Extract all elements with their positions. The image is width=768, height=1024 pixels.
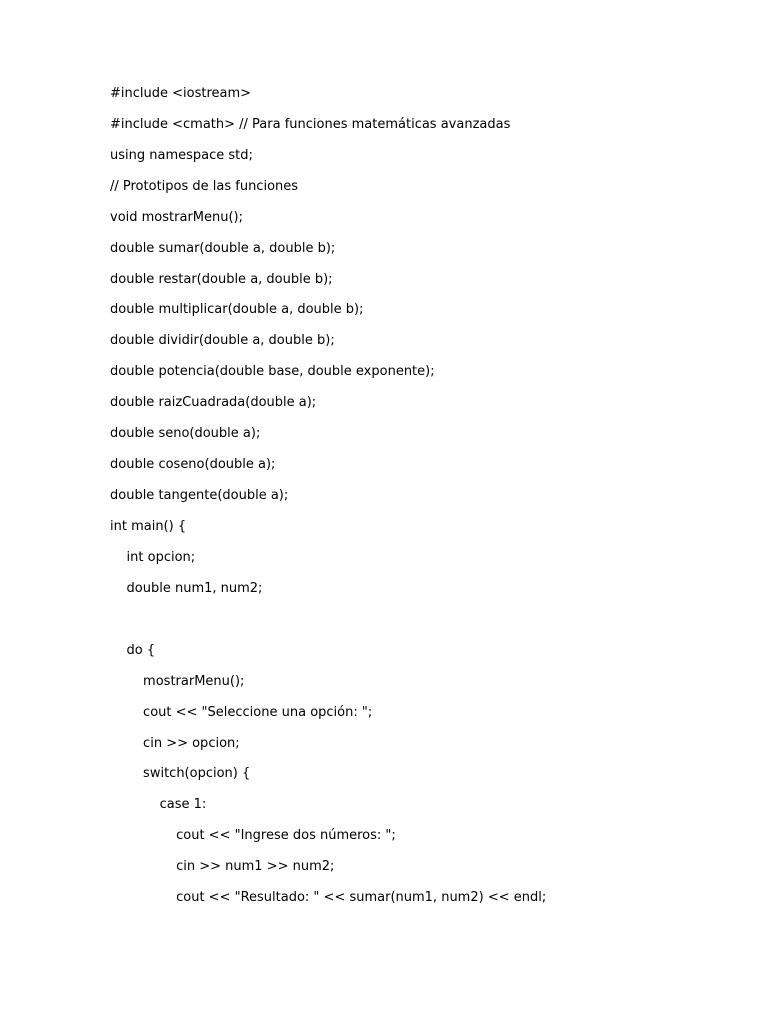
code-line: using namespace std; — [110, 148, 253, 163]
code-line: #include <cmath> // Para funciones matemáticas avanzadas — [110, 117, 511, 132]
code-line: int main() { — [110, 519, 187, 534]
code-line: cin >> num1 >> num2; — [110, 859, 335, 874]
code-line: double restar(double a, double b); — [110, 272, 333, 287]
code-line: do { — [110, 643, 156, 658]
code-line: // Prototipos de las funciones — [110, 179, 299, 194]
code-line: double raizCuadrada(double a); — [110, 395, 317, 410]
code-line: switch(opcion) { — [110, 766, 251, 781]
code-line: double sumar(double a, double b); — [110, 241, 336, 256]
code-line: void mostrarMenu(); — [110, 210, 244, 225]
code-line: #include <iostream> — [110, 86, 252, 101]
code-line: mostrarMenu(); — [110, 674, 245, 689]
code-line: cout << "Ingrese dos números: "; — [110, 828, 396, 843]
code-line: double multiplicar(double a, double b); — [110, 302, 364, 317]
code-line: cin >> opcion; — [110, 736, 240, 751]
code-line: double potencia(double base, double exponente); — [110, 364, 435, 379]
code-line: cout << "Seleccione una opción: "; — [110, 705, 373, 720]
code-line: double num1, num2; — [110, 581, 263, 596]
code-line: case 1: — [110, 797, 207, 812]
code-line: int opcion; — [110, 550, 196, 565]
code-line: double coseno(double a); — [110, 457, 276, 472]
code-line: cout << "Resultado: " << sumar(num1, num2) << endl; — [110, 890, 547, 905]
code-line: double dividir(double a, double b); — [110, 333, 335, 348]
code-line: double seno(double a); — [110, 426, 261, 441]
code-line: double tangente(double a); — [110, 488, 289, 503]
